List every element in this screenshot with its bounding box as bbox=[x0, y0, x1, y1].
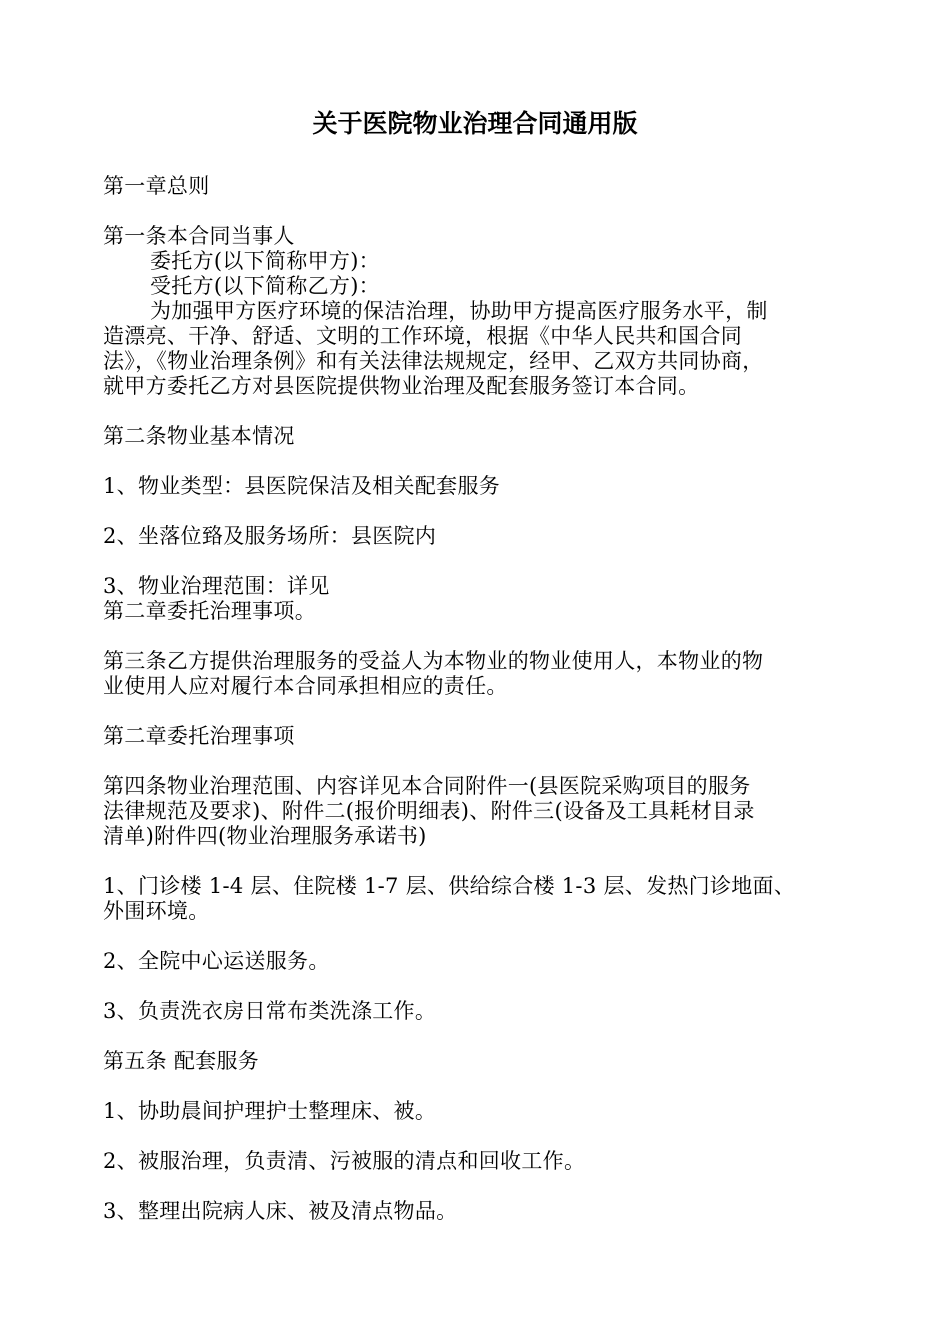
list-item: 3、物业治理范围：详见 bbox=[103, 574, 330, 598]
paragraph-line: 法律规范及要求)、附件二(报价明细表)、附件三(设备及工具耗材目录 bbox=[103, 799, 755, 823]
document-title: 关于医院物业治理合同通用版 bbox=[312, 109, 638, 138]
list-item: 1、协助晨间护理护士整理床、被。 bbox=[103, 1099, 437, 1123]
list-item: 2、坐落位臵及服务场所：县医院内 bbox=[103, 524, 437, 548]
paragraph-line: 委托方(以下简称甲方)： bbox=[150, 249, 380, 273]
paragraph-line: 就甲方委托乙方对县医院提供物业治理及配套服务签订本合同。 bbox=[103, 374, 700, 398]
paragraph-line: 法》，《物业治理条例》和有关法律法规规定，经甲、乙双方共同协商， bbox=[103, 349, 764, 373]
paragraph-line: 为加强甲方医疗环境的保洁治理，协助甲方提高医疗服务水平，制 bbox=[150, 299, 768, 323]
article-heading: 第五条 配套服务 bbox=[103, 1049, 260, 1073]
paragraph-line: 业使用人应对履行本合同承担相应的责任。 bbox=[103, 674, 508, 698]
article-heading: 第二条物业基本情况 bbox=[103, 424, 295, 448]
chapter-heading: 第二章委托治理事项 bbox=[103, 724, 295, 748]
paragraph-line: 清单)附件四(物业治理服务承诺书) bbox=[103, 824, 427, 848]
list-item: 3、负责洗衣房日常布类洗涤工作。 bbox=[103, 999, 437, 1023]
list-item: 1、门诊楼 1-4 层、住院楼 1-7 层、供给综合楼 1-3 层、发热门诊地面、 bbox=[103, 874, 796, 898]
list-item: 外围环境。 bbox=[103, 899, 210, 923]
list-item: 1、物业类型：县医院保洁及相关配套服务 bbox=[103, 474, 501, 498]
paragraph-line: 造漂亮、干净、舒适、文明的工作环境，根据《中华人民共和国合同 bbox=[103, 324, 742, 348]
paragraph-line: 受托方(以下简称乙方)： bbox=[150, 274, 380, 298]
list-item: 2、被服治理，负责清、污被服的清点和回收工作。 bbox=[103, 1149, 586, 1173]
chapter-heading: 第一章总则 bbox=[103, 174, 210, 198]
list-item: 2、全院中心运送服务。 bbox=[103, 949, 330, 973]
paragraph-line: 第三条乙方提供治理服务的受益人为本物业的物业使用人，本物业的物 bbox=[103, 649, 764, 673]
article-heading: 第一条本合同当事人 bbox=[103, 224, 295, 248]
chapter-heading: 第二章委托治理事项。 bbox=[103, 599, 316, 623]
paragraph-line: 第四条物业治理范围、内容详见本合同附件一(县医院采购项目的服务 bbox=[103, 774, 751, 798]
list-item: 3、整理出院病人床、被及清点物品。 bbox=[103, 1199, 458, 1223]
